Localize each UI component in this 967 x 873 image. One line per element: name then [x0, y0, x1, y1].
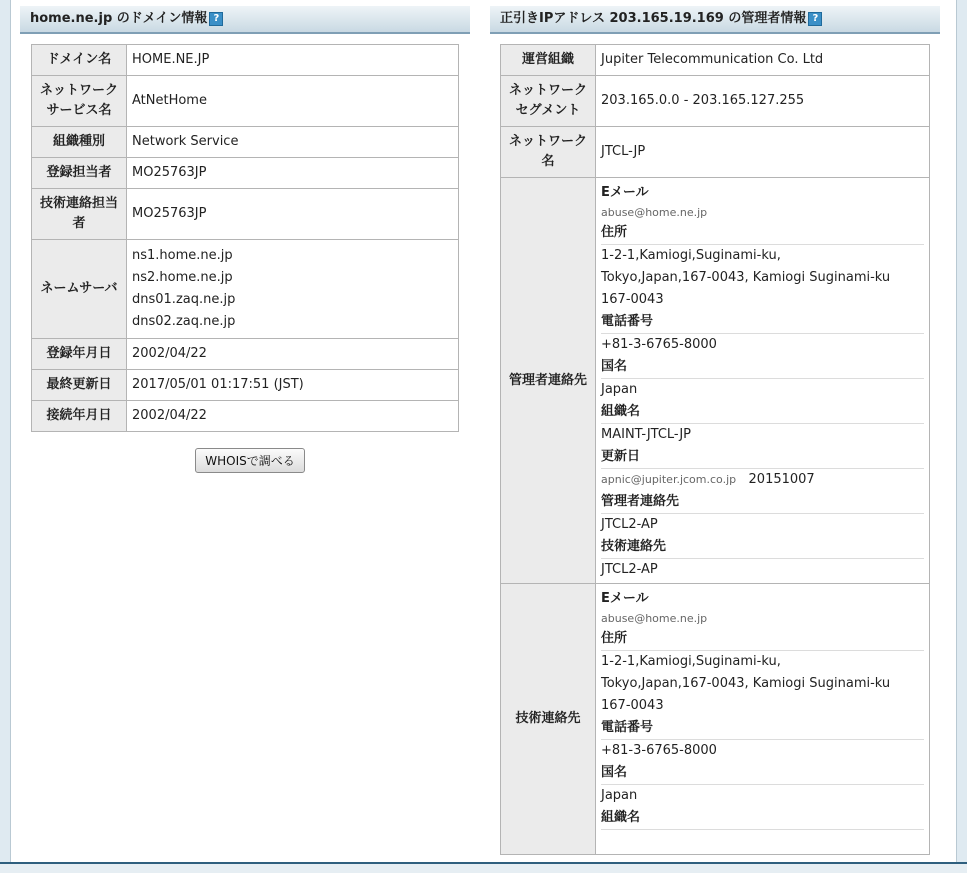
- label-line: 技術連絡担当: [39, 196, 118, 211]
- domain-info-table: [31, 44, 459, 432]
- connected-date-value: 2002/04/22: [127, 401, 459, 432]
- address-line: Tokyo,Japan,167-0043, Kamiogi Suginami-ku: [601, 270, 891, 285]
- network-name-value: JTCL-JP: [596, 127, 930, 178]
- phone-label: 電話番号: [601, 720, 654, 735]
- org-label: 組織名: [601, 810, 641, 825]
- admin-contact-sub-label: 管理者連絡先: [601, 494, 680, 509]
- tech-contact-details: [596, 584, 930, 855]
- name-server-item: dns02.zaq.ne.jp: [132, 314, 236, 329]
- ip-admin-panel: [490, 6, 940, 855]
- org-type-label: 組織種別: [32, 127, 127, 158]
- email-value: abuse@home.ne.jp: [601, 612, 708, 625]
- network-service-value: AtNetHome: [127, 76, 459, 127]
- label-line: 者: [72, 216, 86, 231]
- table-row: [501, 127, 930, 178]
- registered-date-label: 登録年月日: [32, 339, 127, 370]
- network-name-label: [501, 127, 596, 178]
- table-row: [32, 127, 459, 158]
- updated-mail: apnic@jupiter.jcom.co.jp: [601, 473, 737, 486]
- table-row: [501, 76, 930, 127]
- label-line: セグメント: [515, 103, 581, 118]
- org-label: 組織名: [601, 404, 641, 419]
- help-icon[interactable]: ?: [808, 12, 822, 26]
- address-line: 167-0043: [601, 698, 664, 713]
- admin-contact-details: [596, 178, 930, 584]
- right-frame-border: [956, 0, 967, 871]
- address-line: 1-2-1,Kamiogi,Suginami-ku,: [601, 248, 781, 263]
- table-row: [501, 45, 930, 76]
- whois-button-wrap: [20, 448, 480, 473]
- name-server-item: ns2.home.ne.jp: [132, 270, 233, 285]
- org-value: MAINT-JTCL-JP: [601, 423, 924, 446]
- registrant-value: MO25763JP: [127, 158, 459, 189]
- updated-date: 20151007: [748, 472, 815, 487]
- domain-info-panel: [20, 6, 470, 473]
- tech-contact-value: MO25763JP: [127, 189, 459, 240]
- country-label: 国名: [601, 765, 628, 780]
- admin-contact-sub-value: JTCL2-AP: [601, 513, 924, 536]
- domain-info-title: home.ne.jp のドメイン情報: [30, 11, 208, 26]
- label-line: ネットワーク: [39, 83, 118, 98]
- table-row: [32, 158, 459, 189]
- network-service-label: [32, 76, 127, 127]
- help-icon[interactable]: ?: [209, 12, 223, 26]
- table-row: [32, 240, 459, 339]
- table-row: [32, 339, 459, 370]
- address-value: [601, 244, 924, 311]
- domain-info-header: [20, 6, 470, 34]
- phone-value: +81-3-6765-8000: [601, 739, 924, 762]
- email-label: Eメール: [601, 185, 649, 200]
- address-line: 1-2-1,Kamiogi,Suginami-ku,: [601, 654, 781, 669]
- table-row: [32, 45, 459, 76]
- address-line: Tokyo,Japan,167-0043, Kamiogi Suginami-ku: [601, 676, 891, 691]
- name-server-values: [127, 240, 459, 339]
- table-row: [32, 401, 459, 432]
- label-line: サービス名: [46, 103, 112, 118]
- country-label: 国名: [601, 359, 628, 374]
- connected-date-label: 接続年月日: [32, 401, 127, 432]
- name-server-item: dns01.zaq.ne.jp: [132, 292, 236, 307]
- segment-label: [501, 76, 596, 127]
- country-value: Japan: [601, 784, 924, 807]
- address-line: 167-0043: [601, 292, 664, 307]
- domain-name-label: ドメイン名: [32, 45, 127, 76]
- table-row: [501, 178, 930, 584]
- bottom-status-bar: [0, 862, 967, 873]
- updated-date-label: 最終更新日: [32, 370, 127, 401]
- address-label: 住所: [601, 631, 628, 646]
- table-row: [501, 584, 930, 855]
- updated-label: 更新日: [601, 449, 641, 464]
- name-server-item: ns1.home.ne.jp: [132, 248, 233, 263]
- left-frame-border: [0, 0, 11, 871]
- label-line: 名: [541, 154, 555, 169]
- tech-contact-sub-value: JTCL2-AP: [601, 558, 924, 581]
- email-value: abuse@home.ne.jp: [601, 206, 708, 219]
- country-value: Japan: [601, 378, 924, 401]
- tech-contact-label: [32, 189, 127, 240]
- table-row: [32, 76, 459, 127]
- phone-value: +81-3-6765-8000: [601, 333, 924, 356]
- operator-label: 運営組織: [501, 45, 596, 76]
- ip-admin-table: [500, 44, 930, 855]
- email-label: Eメール: [601, 591, 649, 606]
- tech-contact-sub-label: 技術連絡先: [601, 539, 667, 554]
- ip-admin-header: [490, 6, 940, 34]
- label-line: ネットワーク: [508, 83, 587, 98]
- updated-value: [601, 468, 924, 491]
- ip-admin-title: 正引きIPアドレス 203.165.19.169 の管理者情報: [500, 11, 807, 26]
- admin-contact-label: 管理者連絡先: [501, 178, 596, 584]
- tech-contact-label: 技術連絡先: [501, 584, 596, 855]
- registered-date-value: 2002/04/22: [127, 339, 459, 370]
- org-value-empty: [601, 829, 924, 852]
- name-server-label: ネームサーバ: [32, 240, 127, 339]
- org-type-value: Network Service: [127, 127, 459, 158]
- segment-value: 203.165.0.0 - 203.165.127.255: [596, 76, 930, 127]
- table-row: [32, 189, 459, 240]
- table-row: [32, 370, 459, 401]
- address-label: 住所: [601, 225, 628, 240]
- address-value: [601, 650, 924, 717]
- operator-value: Jupiter Telecommunication Co. Ltd: [596, 45, 930, 76]
- phone-label: 電話番号: [601, 314, 654, 329]
- domain-name-value: HOME.NE.JP: [127, 45, 459, 76]
- whois-lookup-button[interactable]: WHOISで調べる: [195, 448, 305, 473]
- label-line: ネットワーク: [508, 134, 587, 149]
- registrant-label: 登録担当者: [32, 158, 127, 189]
- updated-date-value: 2017/05/01 01:17:51 (JST): [127, 370, 459, 401]
